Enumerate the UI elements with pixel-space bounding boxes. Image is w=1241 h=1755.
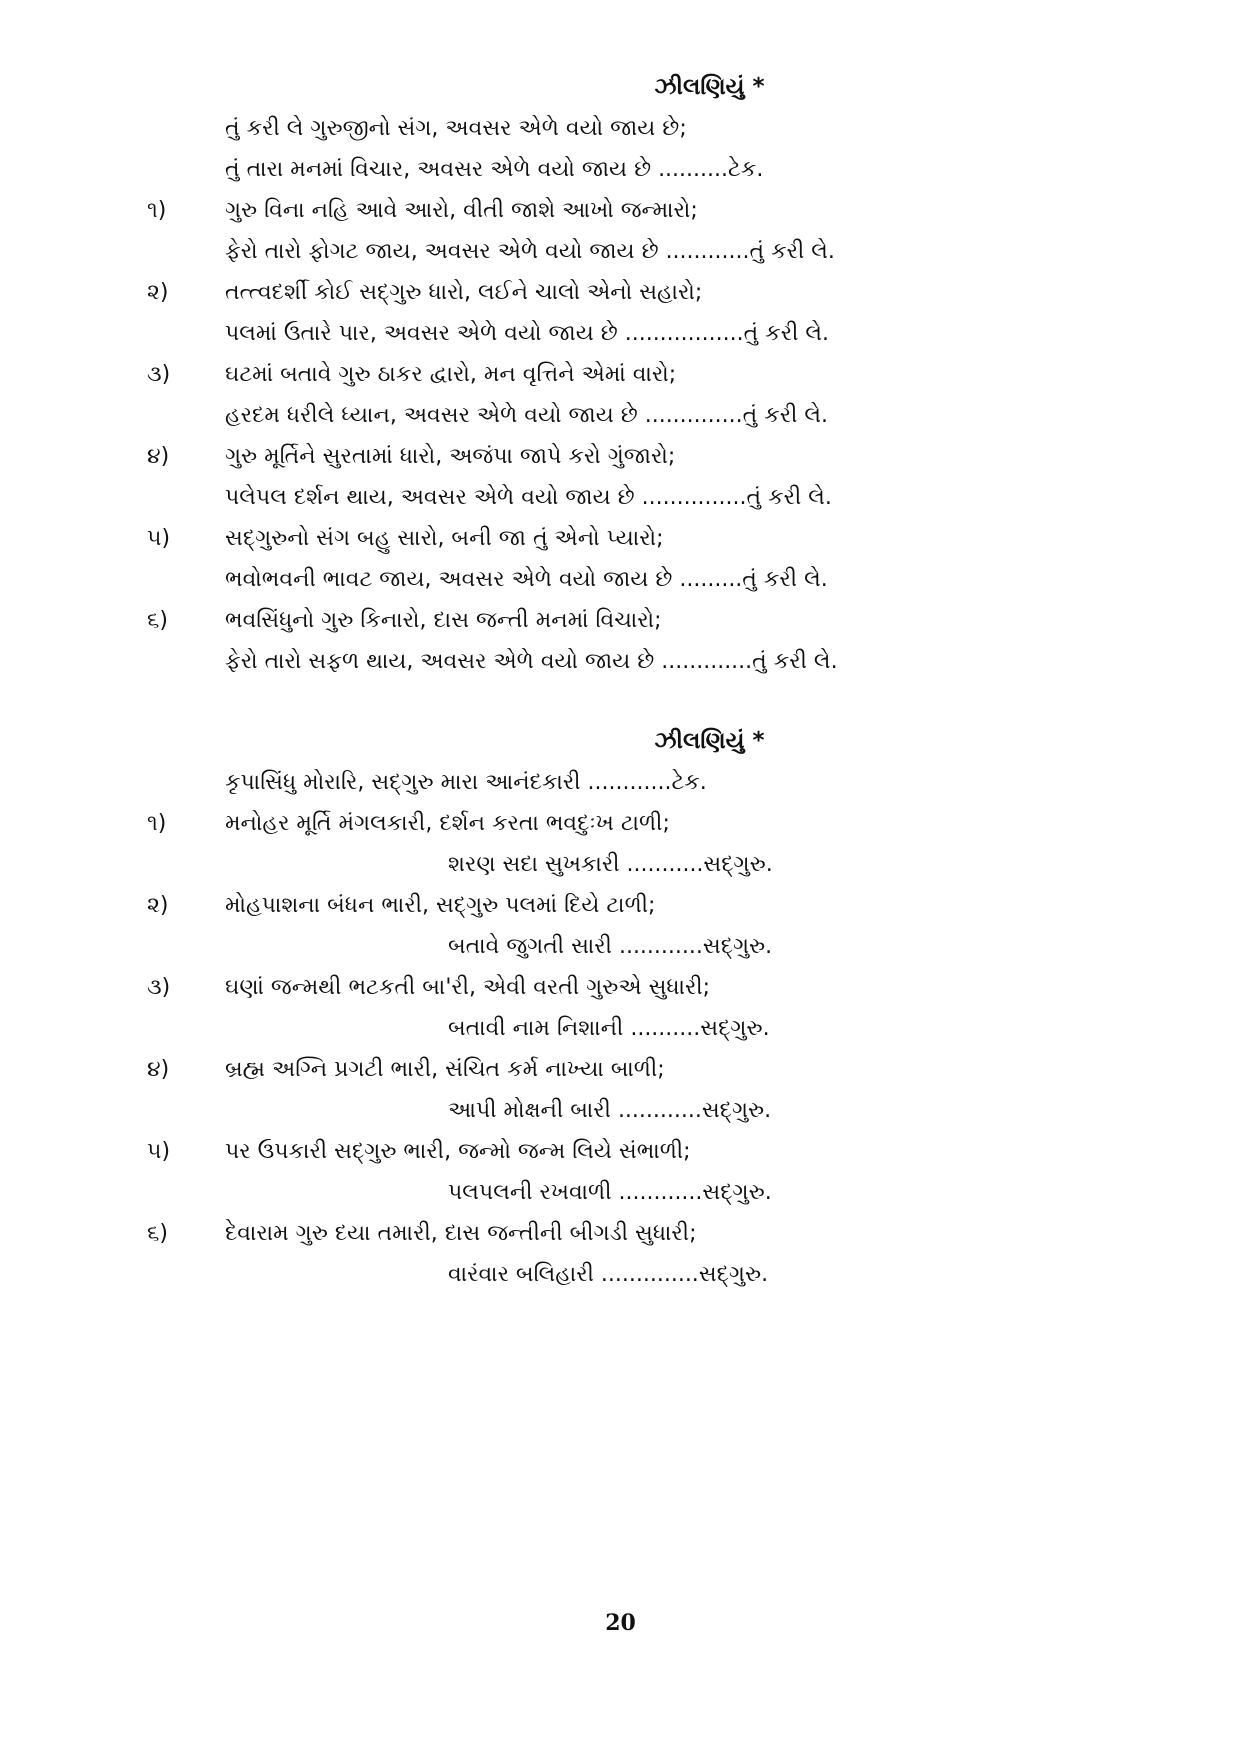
song-1-verse-6-line-1: ભવસિંધુનો ગુરુ કિનારો, દાસ જન્તી મનમાં વિચારો; xyxy=(225,608,662,633)
song-1-verse-2-line-1: તત્ત્વદર્શી કોઈ સદ્‌ગુરુ ધારો, લઈને ચાલો એનો સહારો; xyxy=(225,280,703,305)
song-1-verse-4-number: ૪) xyxy=(147,444,170,469)
song-2-verse-2-line-1: મોહપાશના બંધન ભારી, સદ્‌ગુરુ પલમાં દિયે ટાળી; xyxy=(225,893,656,918)
song-1-verse-3-line-2: હરદમ ધરીલે ધ્યાન, અવસર એળે વયો જાય છે ..............તું કરી લે. xyxy=(225,403,829,428)
song-2-refrain-line-1: કૃપાસિંધુ મોરારિ, સદ્‌ગુરુ મારા આનંદકારી ............ટેક. xyxy=(225,770,707,795)
song-2-verse-5-line-2: પલપલની રખવાળી ............સદ્‌ગુરુ. xyxy=(448,1180,772,1205)
song-2-verse-6-line-1: દેવારામ ગુરુ દયા તમારી, દાસ જન્તીની બીગડી સુધારી; xyxy=(225,1221,697,1246)
song-1-title xyxy=(0,72,1241,102)
song-2-title xyxy=(0,726,1241,756)
song-2-verse-4-number: ૪) xyxy=(147,1057,170,1082)
song-2-verse-6-number: ૬) xyxy=(147,1221,168,1246)
song-2-verse-1-line-2: શરણ સદા સુખકારી ...........સદ્‌ગુરુ. xyxy=(448,852,773,877)
song-2-verse-4-line-2: આપી મોક્ષની બારી ............સદ્‌ગુરુ. xyxy=(448,1098,772,1123)
page-number: 20 xyxy=(605,1610,636,1636)
song-1-verse-6-line-2: ફેરો તારો સફળ થાય, અવસર એળે વયો જાય છે .............તું કરી લે. xyxy=(225,649,838,674)
song-1-verse-2-number: ૨) xyxy=(147,280,169,305)
song-1-verse-3-number: ૩) xyxy=(147,362,171,387)
song-2-verse-1-line-1: મનોહર મૂર્તિ મંગલકારી, દર્શન કરતા ભવદુઃખ ટાળી; xyxy=(225,811,670,836)
song-1-verse-2-line-2: પલમાં ઉતારે પાર, અવસર એળે વયો જાય છે .................તું કરી લે. xyxy=(225,321,829,346)
song-2-verse-3-line-1: ઘણાં જન્મથી ભટકતી બા'રી, એવી વરતી ગુરુએ સુધારી; xyxy=(225,975,711,1000)
song-1-refrain-line-2: તું તારા મનમાં વિચાર, અવસર એળે વયો જાય છે ..........ટેક. xyxy=(225,157,764,182)
song-2-verse-4-line-1: બ્રહ્મ અગ્નિ પ્રગટી ભારી, સંચિત કર્મ નાખ્યા બાળી; xyxy=(225,1057,665,1082)
song-2-verse-3-line-2: બતાવી નામ નિશાની ..........સદ્‌ગુરુ. xyxy=(448,1016,770,1041)
song-1-verse-3-line-1: ઘટમાં બતાવે ગુરુ ઠાકર દ્વારો, મન વૃત્તિને એમાં વારો; xyxy=(225,362,677,387)
song-1-verse-1-line-2: ફેરો તારો ફોગટ જાય, અવસર એળે વયો જાય છે ............તું કરી લે. xyxy=(225,239,835,264)
song-1-verse-5-line-2: ભવોભવની ભાવટ જાય, અવસર એળે વયો જાય છે .........તું કરી લે. xyxy=(225,567,828,592)
song-2-verse-2-number: ૨) xyxy=(147,893,169,918)
song-2-verse-3-number: ૩) xyxy=(147,975,171,1000)
song-1-title-text: ઝીલણિયું * xyxy=(654,74,765,100)
song-2-verse-6-line-2: વારંવાર બલિહારી ..............સદ્‌ગુરુ. xyxy=(448,1262,769,1287)
song-2-verse-2-line-2: બતાવે જુગતી સારી ............સદ્‌ગુરુ. xyxy=(448,934,773,959)
song-1-verse-1-line-1: ગુરુ વિના નહિ આવે આરો, વીતી જાશે આખો જન્મારો; xyxy=(225,198,698,223)
song-1-verse-5-number: ૫) xyxy=(147,526,171,551)
song-1-verse-6-number: ૬) xyxy=(147,608,168,633)
song-1-refrain-line-1: તું કરી લે ગુરુજીનો સંગ, અવસર એળે વયો જાય છે; xyxy=(225,116,687,141)
song-1-verse-4-line-1: ગુરુ મૂર્તિને સુરતામાં ધારો, અજંપા જાપે કરો ગુંજારો; xyxy=(225,444,676,469)
song-2-verse-5-line-1: પર ઉપકારી સદ્‌ગુરુ ભારી, જન્મો જન્મ લિયે સંભાળી; xyxy=(225,1139,691,1164)
song-2-title-text: ઝીલણિયું * xyxy=(654,728,765,754)
song-2-verse-5-number: ૫) xyxy=(147,1139,171,1164)
song-1-verse-4-line-2: પલેપલ દર્શન થાય, અવસર એળે વયો જાય છે ...............તું કરી લે. xyxy=(225,485,832,510)
song-2-verse-1-number: ૧) xyxy=(147,811,167,836)
song-1-verse-1-number: ૧) xyxy=(147,198,167,223)
song-1-verse-5-line-1: સદ્‌ગુરુનો સંગ બહુ સારો, બની જા તું એનો પ્યારો; xyxy=(225,526,664,551)
